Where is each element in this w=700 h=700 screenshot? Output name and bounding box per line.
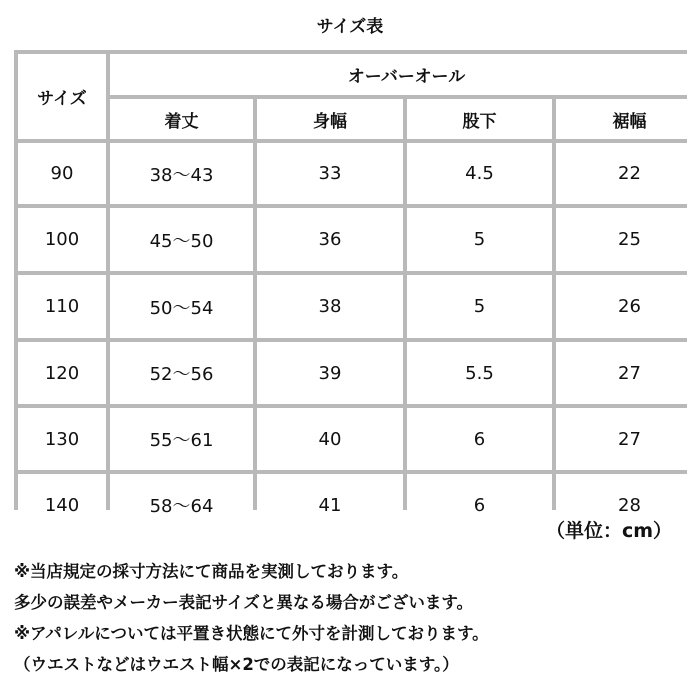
table-cell-hem-width: 27	[556, 342, 700, 404]
notes	[14, 556, 694, 680]
column-header-inseam: 股下	[407, 99, 552, 139]
table-cell-width: 40	[257, 408, 403, 470]
table-cell-size: 110	[18, 275, 106, 338]
overall-group-header: オーバーオール	[110, 54, 700, 95]
table-cell-hem-width: 27	[556, 408, 700, 470]
table-cell-hem-width: 25	[556, 208, 700, 271]
table-cell-hem-width: 26	[556, 275, 700, 338]
note-line: ※アパレルについては平置き状態にて外寸を計測しております。	[14, 624, 489, 643]
note-line: ※当店規定の採寸方法にて商品を実測しております。	[14, 562, 409, 581]
table-cell-size: 140	[18, 474, 106, 536]
table-cell-length: 45〜50	[110, 208, 253, 271]
table-cell-width: 39	[257, 342, 403, 404]
table-cell-size: 120	[18, 342, 106, 404]
table-cell-length: 58〜64	[110, 474, 253, 536]
table-cell-width: 33	[257, 143, 403, 204]
table-cell-hem-width: 22	[556, 143, 700, 204]
column-header-width: 身幅	[257, 99, 403, 139]
table-cell-length: 52〜56	[110, 342, 253, 404]
page-title: サイズ表	[316, 17, 384, 37]
table-cell-width: 41	[257, 474, 403, 536]
unit-label: （単位：cm）	[545, 520, 672, 542]
table-cell-inseam: 5	[407, 275, 552, 338]
size-table	[14, 50, 687, 517]
table-cell-width: 36	[257, 208, 403, 271]
table-cell-length: 55〜61	[110, 408, 253, 470]
column-header-hem-width: 裾幅	[556, 99, 700, 139]
table-cell-hem-width: 28	[556, 474, 700, 536]
table-cell-size: 90	[18, 143, 106, 204]
table-cell-width: 38	[257, 275, 403, 338]
note-line: （ウエストなどはウエスト幅×2での表記になっています。）	[14, 655, 459, 674]
table-cell-inseam: 6	[407, 408, 552, 470]
column-header-length: 着丈	[110, 99, 253, 139]
note-line: 多少の誤差やメーカー表記サイズと異なる場合がございます。	[14, 593, 474, 612]
table-cell-size: 100	[18, 208, 106, 271]
table-cell-length: 38〜43	[110, 143, 253, 204]
table-cell-inseam: 5.5	[407, 342, 552, 404]
size-column-header: サイズ	[18, 54, 106, 139]
table-cell-inseam: 5	[407, 208, 552, 271]
table-cell-inseam: 6	[407, 474, 552, 536]
table-cell-inseam: 4.5	[407, 143, 552, 204]
table-cell-length: 50〜54	[110, 275, 253, 338]
table-cell-size: 130	[18, 408, 106, 470]
